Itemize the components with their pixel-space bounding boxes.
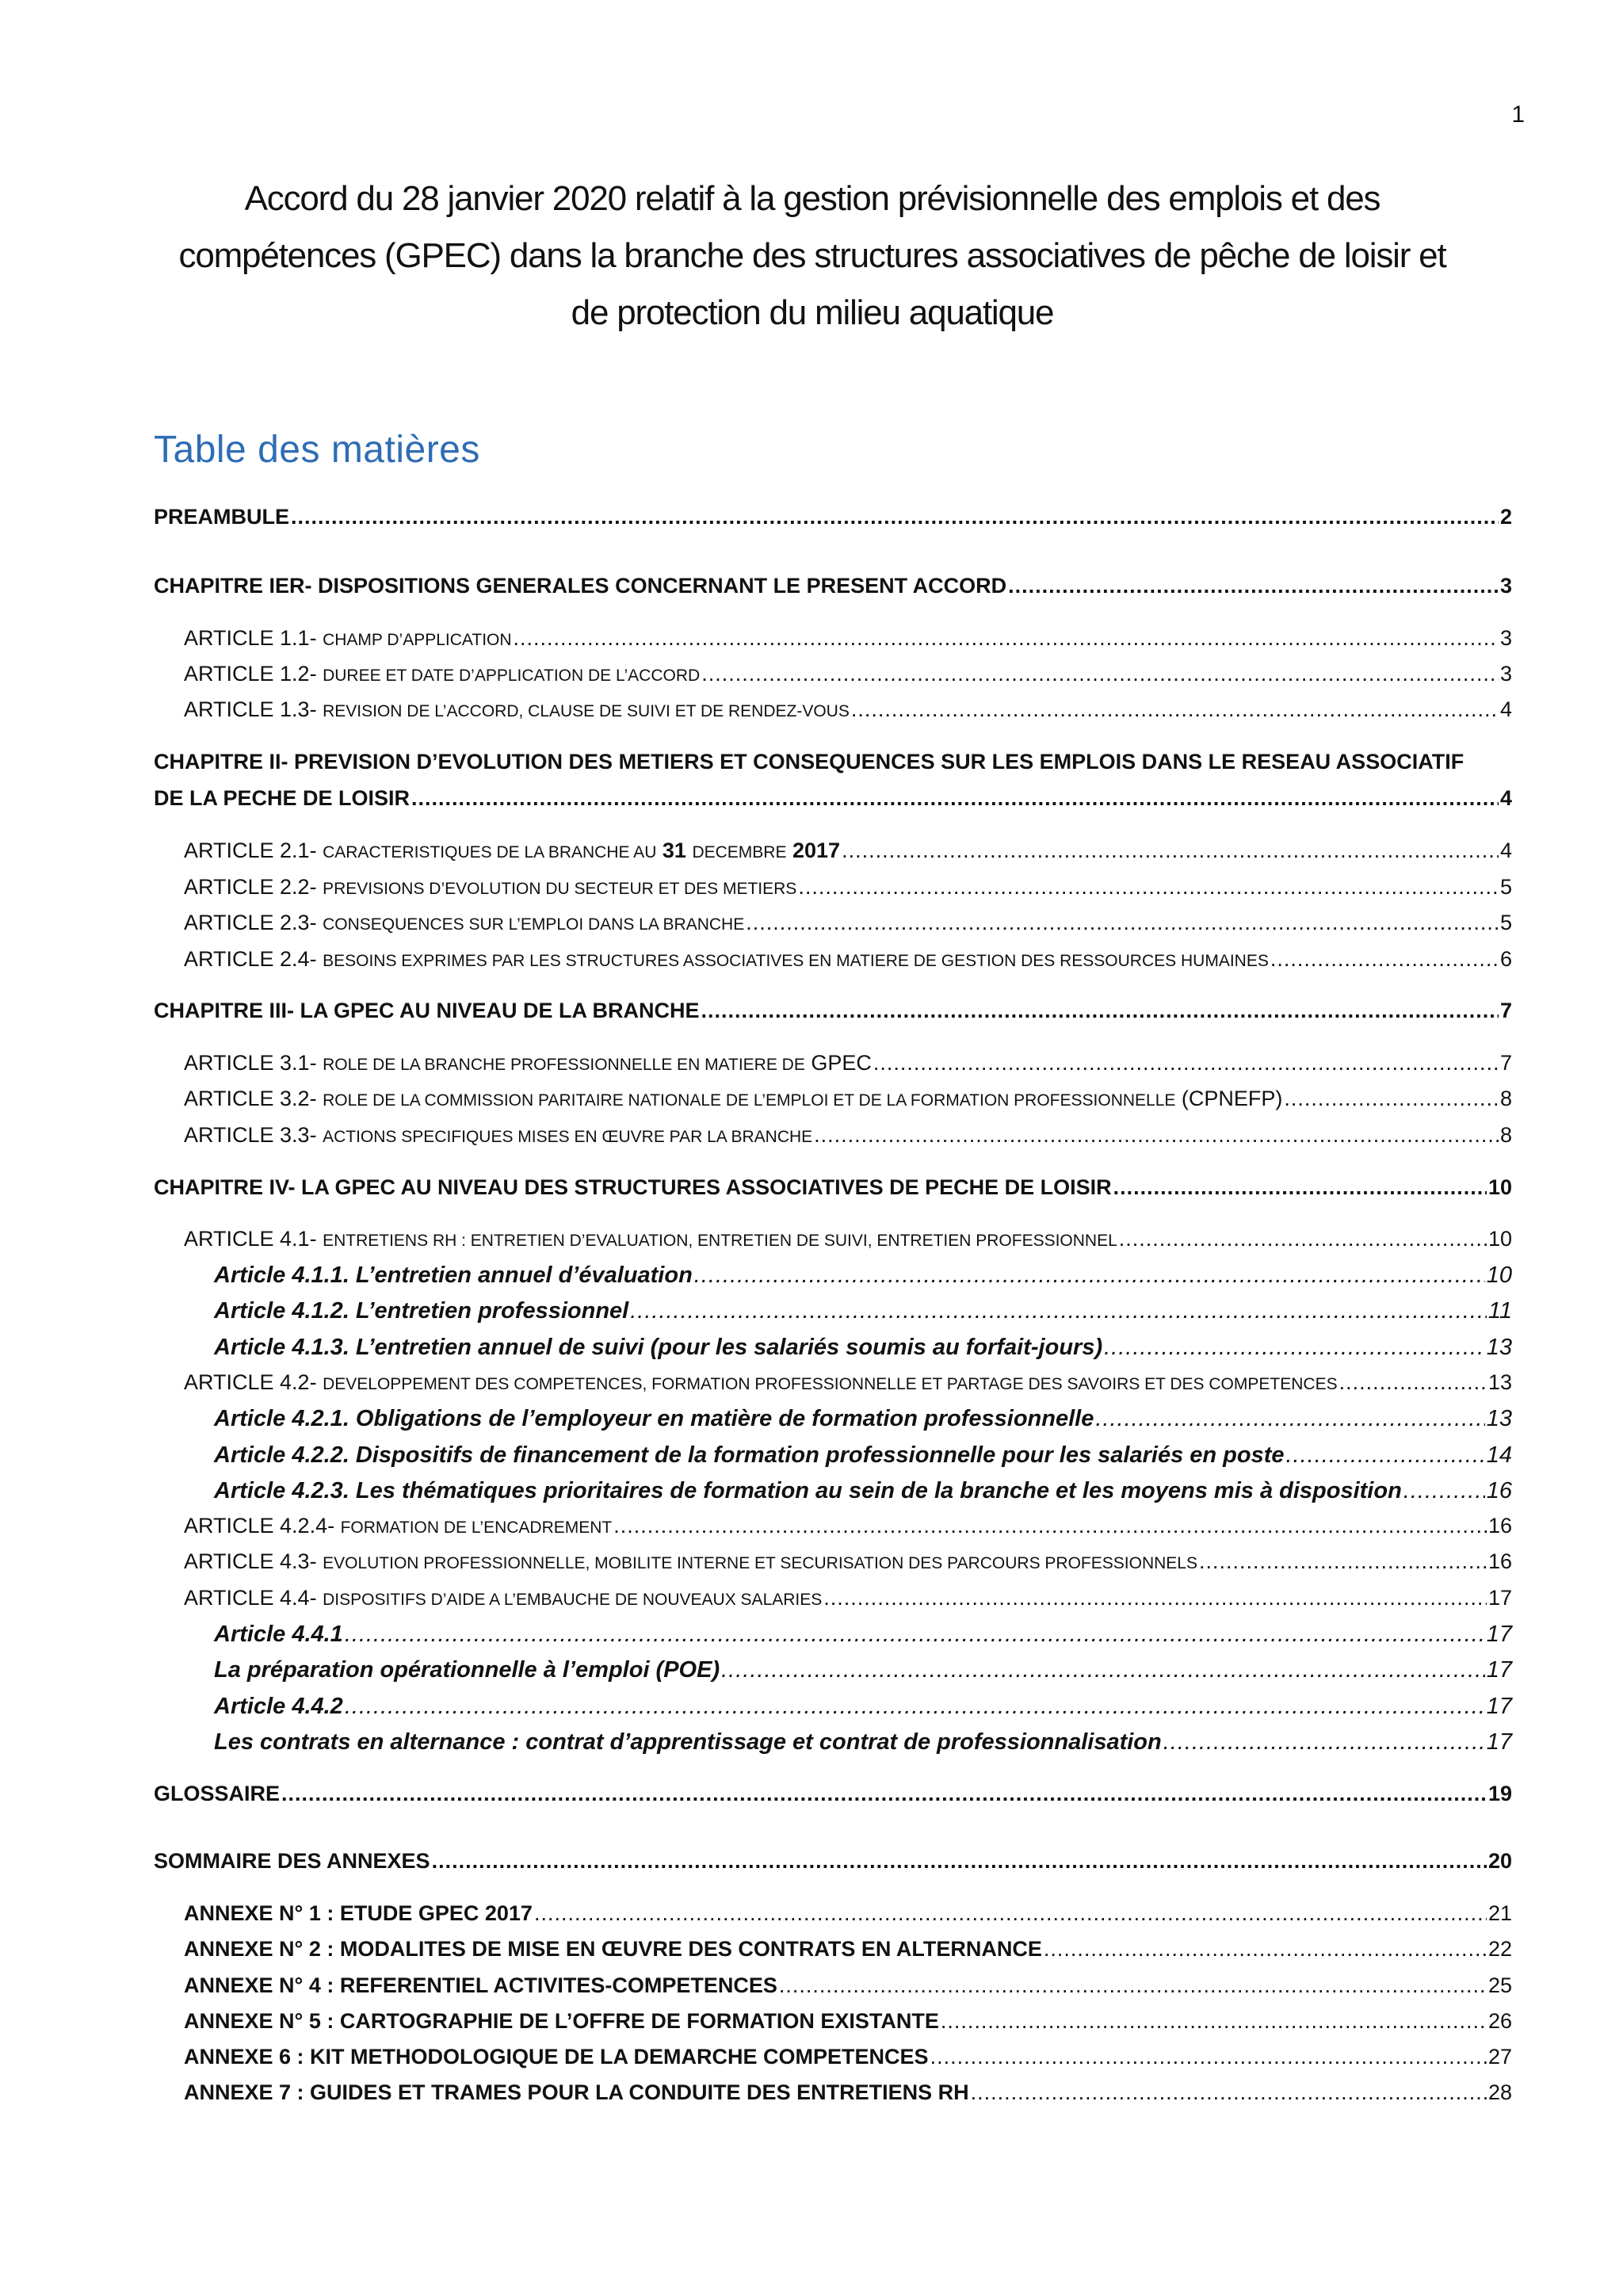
toc-entry-article-2-3[interactable] <box>154 911 1512 935</box>
toc-entry-article-4-2-4[interactable] <box>154 1514 1512 1538</box>
dot-leader <box>1113 1175 1487 1200</box>
toc-page: 14 <box>1486 1442 1512 1468</box>
toc-page: 20 <box>1487 1849 1512 1873</box>
toc-entry-title: PREVISIONS D’EVOLUTION DU SECTEUR ET DES METIERS <box>323 880 797 898</box>
dot-leader <box>291 505 1499 529</box>
toc-entry-annexe-6[interactable] <box>154 2045 1512 2069</box>
toc-entry-title: Article 4.2.1. Obligations de l’employeur en matière de formation professionnelle <box>214 1406 1094 1431</box>
toc-page: 2 <box>1499 505 1512 529</box>
toc-article-number: ARTICLE 2.2- <box>184 875 317 899</box>
toc-entry-annexe-7[interactable] <box>154 2080 1512 2105</box>
dot-leader <box>694 1263 1485 1289</box>
toc-entry-article-3-3[interactable] <box>154 1123 1512 1148</box>
toc-entry-article-4-4-2[interactable] <box>154 1694 1512 1720</box>
toc-entry-title: ANNEXE N° 5 : CARTOGRAPHIE DE L’OFFRE DE FORMATION EXISTANTE <box>184 2009 939 2033</box>
toc-entry-chapitre-2[interactable] <box>154 786 1512 811</box>
dot-leader <box>1119 1227 1487 1251</box>
toc-entry-article-1-1[interactable] <box>154 626 1512 651</box>
dot-leader <box>930 2045 1487 2069</box>
toc-page: 26 <box>1487 2009 1512 2033</box>
toc-article-number: ARTICLE 2.3- <box>184 911 317 934</box>
toc-entry-title: Article 4.2.3. Les thématiques prioritaires de formation au sein de la branche et les moyens mis à disposition <box>214 1478 1402 1503</box>
toc-entry-title: CARACTERISTIQUES DE LA BRANCHE AU <box>323 843 657 861</box>
toc-entry-title: ANNEXE 7 : GUIDES ET TRAMES POUR LA CONDUITE DES ENTRETIENS RH <box>184 2080 969 2104</box>
dot-leader <box>1104 1335 1485 1361</box>
toc-entry-title-cont: DECEMBRE <box>692 843 787 861</box>
toc-entry-article-4-1-1[interactable] <box>154 1263 1512 1289</box>
dot-leader <box>851 697 1499 722</box>
toc-entry-alternance[interactable] <box>154 1729 1512 1755</box>
toc-article-number: ARTICLE 4.1- <box>184 1227 317 1251</box>
toc-entry-title: PREAMBULE <box>154 505 290 529</box>
toc-article-number: ARTICLE 1.3- <box>184 697 317 721</box>
dot-leader <box>721 1657 1485 1683</box>
toc-page: 21 <box>1487 1901 1512 1925</box>
toc-entry-title: Article 4.4.1 <box>214 1622 343 1647</box>
toc-page: 11 <box>1487 1298 1512 1324</box>
toc-page: 5 <box>1499 875 1512 899</box>
dot-leader <box>1008 574 1499 598</box>
toc-entry-article-1-2[interactable] <box>154 662 1512 686</box>
document-title <box>127 170 1498 342</box>
dot-leader <box>941 2009 1487 2034</box>
dot-leader <box>873 1051 1499 1075</box>
toc-page: 3 <box>1499 662 1512 686</box>
toc-entry-chapitre-2-line1[interactable]: CHAPITRE II- PREVISION D’EVOLUTION DES METIERS ET CONSEQUENCES SUR LES EMPLOIS DANS LE RESEAU ASSOCIATIF <box>154 750 1465 774</box>
toc-article-number: ARTICLE 2.1- <box>184 839 317 862</box>
toc-entry-title: ROLE DE LA BRANCHE PROFESSIONNELLE EN MATIERE DE <box>323 1056 805 1074</box>
toc-entry-article-4-2[interactable] <box>154 1370 1512 1395</box>
toc-article-number: ARTICLE 4.2- <box>184 1370 317 1394</box>
toc-entry-title: ANNEXE N° 2 : MODALITES DE MISE EN ŒUVRE DES CONTRATS EN ALTERNANCE <box>184 1937 1042 1961</box>
toc-page: 17 <box>1486 1729 1512 1755</box>
dot-leader <box>823 1586 1487 1610</box>
toc-entry-title: Article 4.1.1. L’entretien annuel d’évaluation <box>214 1263 693 1288</box>
toc-page: 13 <box>1486 1335 1512 1360</box>
toc-page: 16 <box>1486 1478 1512 1503</box>
toc-page: 16 <box>1487 1514 1512 1538</box>
dot-leader <box>1095 1406 1484 1432</box>
title-line: de protection du milieu aquatique <box>571 293 1054 332</box>
toc-page: 7 <box>1499 999 1512 1022</box>
toc-page: 22 <box>1487 1937 1512 1961</box>
dot-leader <box>411 786 1499 811</box>
dot-leader <box>1270 947 1499 972</box>
toc-entry-title: REVISION DE L’ACCORD, CLAUSE DE SUIVI ET DE RENDEZ-VOUS <box>323 702 850 720</box>
dot-leader <box>779 1973 1487 1998</box>
dot-leader <box>1163 1729 1485 1755</box>
toc-entry-article-4-1-2[interactable] <box>154 1298 1512 1324</box>
toc-entry-article-4-2-1[interactable] <box>154 1406 1512 1432</box>
toc-page: 3 <box>1499 626 1512 650</box>
toc-entry-article-2-4[interactable] <box>154 947 1512 972</box>
toc-entry-title: DEVELOPPEMENT DES COMPETENCES, FORMATION PROFESSIONNELLE ET PARTAGE DES SAVOIRS ET DES COMPETENCES <box>323 1375 1338 1393</box>
toc-page: 8 <box>1499 1087 1512 1110</box>
toc-page: 19 <box>1487 1782 1512 1805</box>
toc-entry-article-4-1-3[interactable] <box>154 1335 1512 1361</box>
toc-page: 13 <box>1487 1370 1512 1394</box>
toc-article-number: ARTICLE 3.3- <box>184 1123 317 1147</box>
toc-entry-title: Article 4.1.2. L’entretien professionnel <box>214 1298 629 1324</box>
dot-leader <box>1339 1370 1487 1395</box>
toc-entry-title: Les contrats en alternance : contrat d’apprentissage et contrat de professionnalisation <box>214 1729 1162 1755</box>
toc-entry-title: La préparation opérationnelle à l’emploi (POE) <box>214 1657 720 1683</box>
toc-entry-chapitre-4[interactable] <box>154 1175 1512 1200</box>
toc-page: 13 <box>1486 1406 1512 1431</box>
toc-entry-chapitre-3[interactable] <box>154 999 1512 1023</box>
toc-entry-preambule[interactable] <box>154 505 1512 529</box>
dot-leader <box>1044 1937 1487 1962</box>
toc-page: 16 <box>1487 1549 1512 1573</box>
toc-entry-title: ACTIONS SPECIFIQUES MISES EN ŒUVRE PAR LA BRANCHE <box>323 1128 813 1146</box>
toc-entry-title: ANNEXE N° 4 : REFERENTIEL ACTIVITES-COMPETENCES <box>184 1973 777 1997</box>
toc-entry-title: CHAPITRE IV- LA GPEC AU NIVEAU DES STRUCTURES ASSOCIATIVES DE PECHE DE LOISIR <box>154 1175 1112 1199</box>
toc-article-number: ARTICLE 1.1- <box>184 626 317 650</box>
toc-entry-title: Article 4.1.3. L’entretien annuel de suivi (pour les salariés soumis au forfait-jours) <box>214 1335 1103 1360</box>
toc-entry-title: Article 4.2.2. Dispositifs de financement de la formation professionnelle pour les salariés en poste <box>214 1442 1285 1468</box>
page-number: 1 <box>1511 101 1525 128</box>
toc-entry-title: FORMATION DE L’ENCADREMENT <box>340 1519 613 1537</box>
toc-page: 4 <box>1499 839 1512 862</box>
toc-entry-article-4-1[interactable] <box>154 1227 1512 1251</box>
toc-page: 28 <box>1487 2080 1512 2104</box>
dot-leader <box>345 1622 1485 1648</box>
toc-page: 6 <box>1499 947 1512 971</box>
toc-article-number: ARTICLE 4.2.4- <box>184 1514 335 1538</box>
toc-entry-article-1-3[interactable] <box>154 697 1512 722</box>
toc-entry-title: Article 4.4.2 <box>214 1694 343 1719</box>
toc-article-number: ARTICLE 4.4- <box>184 1586 317 1610</box>
dot-leader <box>345 1694 1485 1720</box>
dot-leader <box>613 1514 1487 1538</box>
dot-leader <box>630 1298 1487 1324</box>
toc-entry-title: CHAPITRE IER- DISPOSITIONS GENERALES CONCERNANT LE PRESENT ACCORD <box>154 574 1007 598</box>
toc-page: 17 <box>1486 1622 1512 1647</box>
dot-leader <box>432 1849 1487 1874</box>
toc-entry-title: ANNEXE N° 1 : ETUDE GPEC 2017 <box>184 1901 533 1925</box>
dot-leader <box>798 875 1499 900</box>
toc-page: 27 <box>1487 2045 1512 2069</box>
dot-leader <box>842 839 1499 863</box>
toc-entry-chapitre-1[interactable] <box>154 574 1512 598</box>
toc-page: 17 <box>1486 1694 1512 1719</box>
title-line: compétences (GPEC) dans la branche des structures associatives de pêche de loisir et <box>178 236 1446 275</box>
toc-entry-sommaire-annexes[interactable] <box>154 1849 1512 1874</box>
dot-leader <box>1403 1478 1485 1504</box>
toc-entry-article-4-2-2[interactable] <box>154 1442 1512 1469</box>
toc-entry-article-4-3[interactable] <box>154 1549 1512 1574</box>
toc-entry-title-bold: 31 <box>662 839 686 862</box>
dot-leader <box>1286 1442 1485 1469</box>
toc-entry-article-3-1[interactable] <box>154 1051 1512 1075</box>
toc-entry-title: CHAMP D’APPLICATION <box>323 631 512 649</box>
toc-entry-title: BESOINS EXPRIMES PAR LES STRUCTURES ASSOCIATIVES EN MATIERE DE GESTION DES RESSOURCES HUMAINES <box>323 952 1269 970</box>
dot-leader <box>514 626 1499 651</box>
toc-entry-article-4-4[interactable] <box>154 1586 1512 1610</box>
toc-entry-title: DUREE ET DATE D’APPLICATION DE L’ACCORD <box>323 667 701 685</box>
toc-entry-article-4-2-3[interactable] <box>154 1478 1512 1504</box>
toc-entry-title: ANNEXE 6 : KIT METHODOLOGIQUE DE LA DEMARCHE COMPETENCES <box>184 2045 929 2069</box>
toc-page: 10 <box>1487 1227 1512 1251</box>
dot-leader <box>281 1782 1487 1806</box>
dot-leader <box>534 1901 1487 1926</box>
toc-entry-poe[interactable] <box>154 1657 1512 1683</box>
toc-entry-glossaire[interactable] <box>154 1782 1512 1806</box>
toc-page: 4 <box>1499 697 1512 721</box>
toc-page: 25 <box>1487 1973 1512 1997</box>
toc-entry-title: GLOSSAIRE <box>154 1782 281 1805</box>
dot-leader <box>814 1123 1499 1148</box>
toc-entry-article-4-4-1[interactable] <box>154 1622 1512 1648</box>
toc-page: 4 <box>1499 786 1512 810</box>
toc-article-number: ARTICLE 1.2- <box>184 662 317 686</box>
toc-entry-title: CHAPITRE III- LA GPEC AU NIVEAU DE LA BRANCHE <box>154 999 700 1022</box>
toc-entry-title-acronym: (CPNEFP) <box>1181 1087 1283 1110</box>
toc-entry-article-2-2[interactable] <box>154 875 1512 900</box>
toc-article-number: ARTICLE 3.2- <box>184 1087 317 1110</box>
toc-entry-annexe-1[interactable] <box>154 1901 1512 1926</box>
toc-entry-article-2-1[interactable] <box>154 839 1512 863</box>
toc-entry-annexe-5[interactable] <box>154 2009 1512 2034</box>
toc-entry-title-acronym: GPEC <box>811 1051 872 1075</box>
toc-article-number: ARTICLE 3.1- <box>184 1051 317 1075</box>
toc-entry-article-3-2[interactable] <box>154 1087 1512 1111</box>
toc-page: 10 <box>1486 1263 1512 1288</box>
toc-page: 8 <box>1499 1123 1512 1147</box>
toc-entry-title: SOMMAIRE DES ANNEXES <box>154 1849 430 1873</box>
dot-leader <box>971 2080 1487 2105</box>
toc-page: 7 <box>1499 1051 1512 1075</box>
title-line: Accord du 28 janvier 2020 relatif à la gestion prévisionnelle des emplois et des <box>244 179 1381 218</box>
toc-page: 17 <box>1486 1657 1512 1683</box>
dot-leader <box>701 662 1499 686</box>
toc-entry-title: DISPOSITIFS D’AIDE A L’EMBAUCHE DE NOUVEAUX SALARIES <box>323 1591 823 1609</box>
toc-entry-title: CONSEQUENCES SUR L’EMPLOI DANS LA BRANCHE <box>323 915 745 934</box>
dot-leader <box>746 911 1499 935</box>
toc-article-number: ARTICLE 4.3- <box>184 1549 317 1573</box>
toc-page: 10 <box>1487 1175 1512 1199</box>
toc-entry-annexe-4[interactable] <box>154 1973 1512 1998</box>
toc-page: 3 <box>1499 574 1512 598</box>
toc-page: 5 <box>1499 911 1512 934</box>
dot-leader <box>1199 1549 1487 1574</box>
dot-leader <box>701 999 1499 1023</box>
toc-entry-title: ENTRETIENS RH : ENTRETIEN D’EVALUATION, ENTRETIEN DE SUIVI, ENTRETIEN PROFESSIONNEL <box>323 1232 1117 1250</box>
toc-entry-title-bold: 2017 <box>792 839 841 862</box>
dot-leader <box>1284 1087 1499 1111</box>
toc-heading: Table des matières <box>154 429 480 471</box>
toc-page: 17 <box>1487 1586 1512 1610</box>
toc-entry-title: ROLE DE LA COMMISSION PARITAIRE NATIONALE DE L’EMPLOI ET DE LA FORMATION PROFESSIONNELLE <box>323 1091 1176 1110</box>
toc-entry-title: EVOLUTION PROFESSIONNELLE, MOBILITE INTERNE ET SECURISATION DES PARCOURS PROFESSIONNELS <box>323 1554 1197 1572</box>
toc-entry-title: DE LA PECHE DE LOISIR <box>154 786 411 810</box>
toc-article-number: ARTICLE 2.4- <box>184 947 317 971</box>
toc-entry-annexe-2[interactable] <box>154 1937 1512 1962</box>
